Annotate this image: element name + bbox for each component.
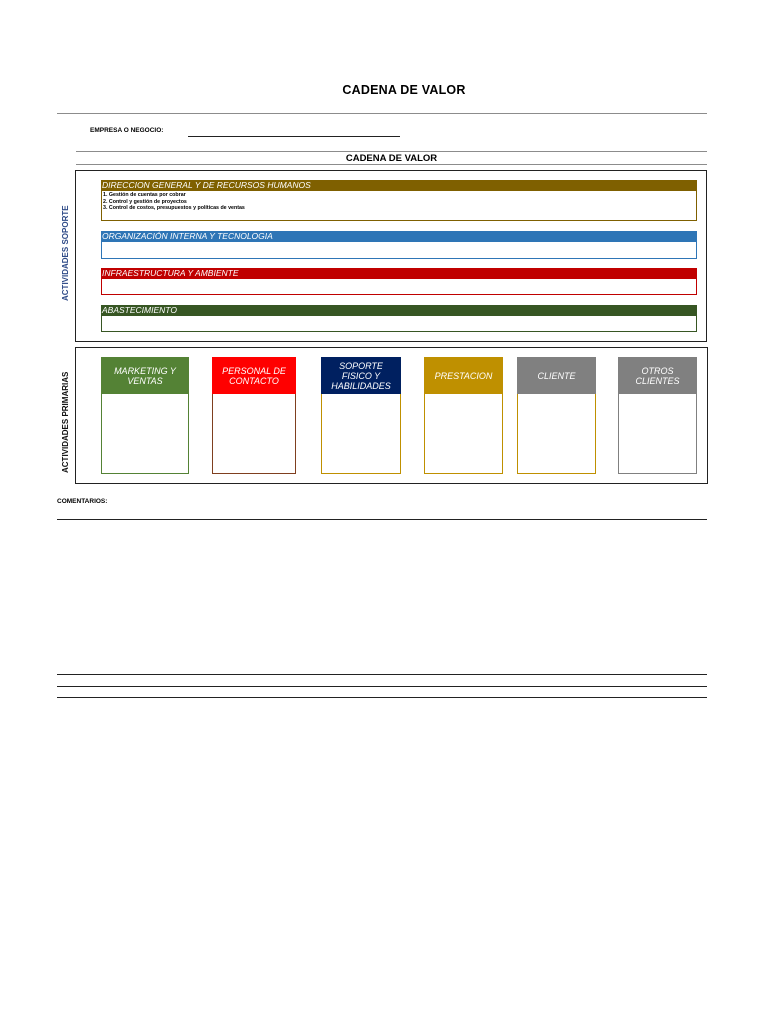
- primary-column-header: PRESTACION: [424, 357, 503, 394]
- primary-activities-label: ACTIVIDADES PRIMARIAS: [61, 371, 70, 473]
- primary-column-soporte[interactable]: [321, 357, 401, 474]
- primary-column-header: MARKETING Y VENTAS: [101, 357, 189, 394]
- support-activities-label: ACTIVIDADES SOPORTE: [61, 205, 70, 301]
- primary-column-cliente[interactable]: [517, 357, 596, 474]
- page-title: CADENA DE VALOR: [342, 83, 466, 97]
- primary-column-otros-clientes[interactable]: [618, 357, 697, 474]
- primary-column-header: PERSONAL DE CONTACTO: [212, 357, 296, 394]
- support-row-organizacion: [101, 231, 697, 259]
- support-row-abastecimiento: [101, 305, 697, 332]
- subtitle-bottom-rule: [76, 164, 707, 165]
- comentarios-line[interactable]: [57, 686, 707, 687]
- primary-column-marketing[interactable]: [101, 357, 189, 474]
- primary-column-personal[interactable]: [212, 357, 296, 474]
- primary-column-header: SOPORTE FISICO Y HABILIDADES: [321, 357, 401, 394]
- primary-column-header: OTROS CLIENTES: [618, 357, 697, 394]
- support-row-direccion: [101, 180, 697, 221]
- support-item: 3. Control de costos, presupuestos y políticas de ventas: [103, 205, 245, 212]
- support-item: 1. Gestión de cuentas por cobrar: [103, 192, 186, 198]
- section-subtitle: CADENA DE VALOR: [345, 153, 438, 164]
- support-row-header: ORGANIZACIÓN INTERNA Y TECNOLOGIA: [101, 231, 697, 242]
- support-row-header: DIRECCION GENERAL Y DE RECURSOS HUMANOS: [101, 180, 697, 191]
- empresa-input[interactable]: [188, 136, 400, 137]
- empresa-label: EMPRESA O NEGOCIO:: [90, 127, 164, 134]
- comentarios-label: COMENTARIOS:: [57, 498, 108, 505]
- subtitle-top-rule: [76, 151, 707, 152]
- title-divider: [57, 113, 707, 114]
- support-row-body[interactable]: [101, 279, 697, 295]
- support-row-body[interactable]: [101, 242, 697, 259]
- primary-column-header: CLIENTE: [517, 357, 596, 394]
- support-row-body[interactable]: [101, 191, 697, 221]
- support-row-body[interactable]: [101, 316, 697, 332]
- support-row-infraestructura: [101, 268, 697, 295]
- comentarios-line[interactable]: [57, 674, 707, 675]
- comentarios-line[interactable]: [57, 519, 707, 520]
- support-row-header: INFRAESTRUCTURA Y AMBIENTE: [101, 268, 697, 279]
- support-row-header: ABASTECIMIENTO: [101, 305, 697, 316]
- comentarios-line[interactable]: [57, 697, 707, 698]
- support-item: 2. Control y gestión de proyectos: [103, 198, 187, 205]
- primary-column-prestacion[interactable]: [424, 357, 503, 474]
